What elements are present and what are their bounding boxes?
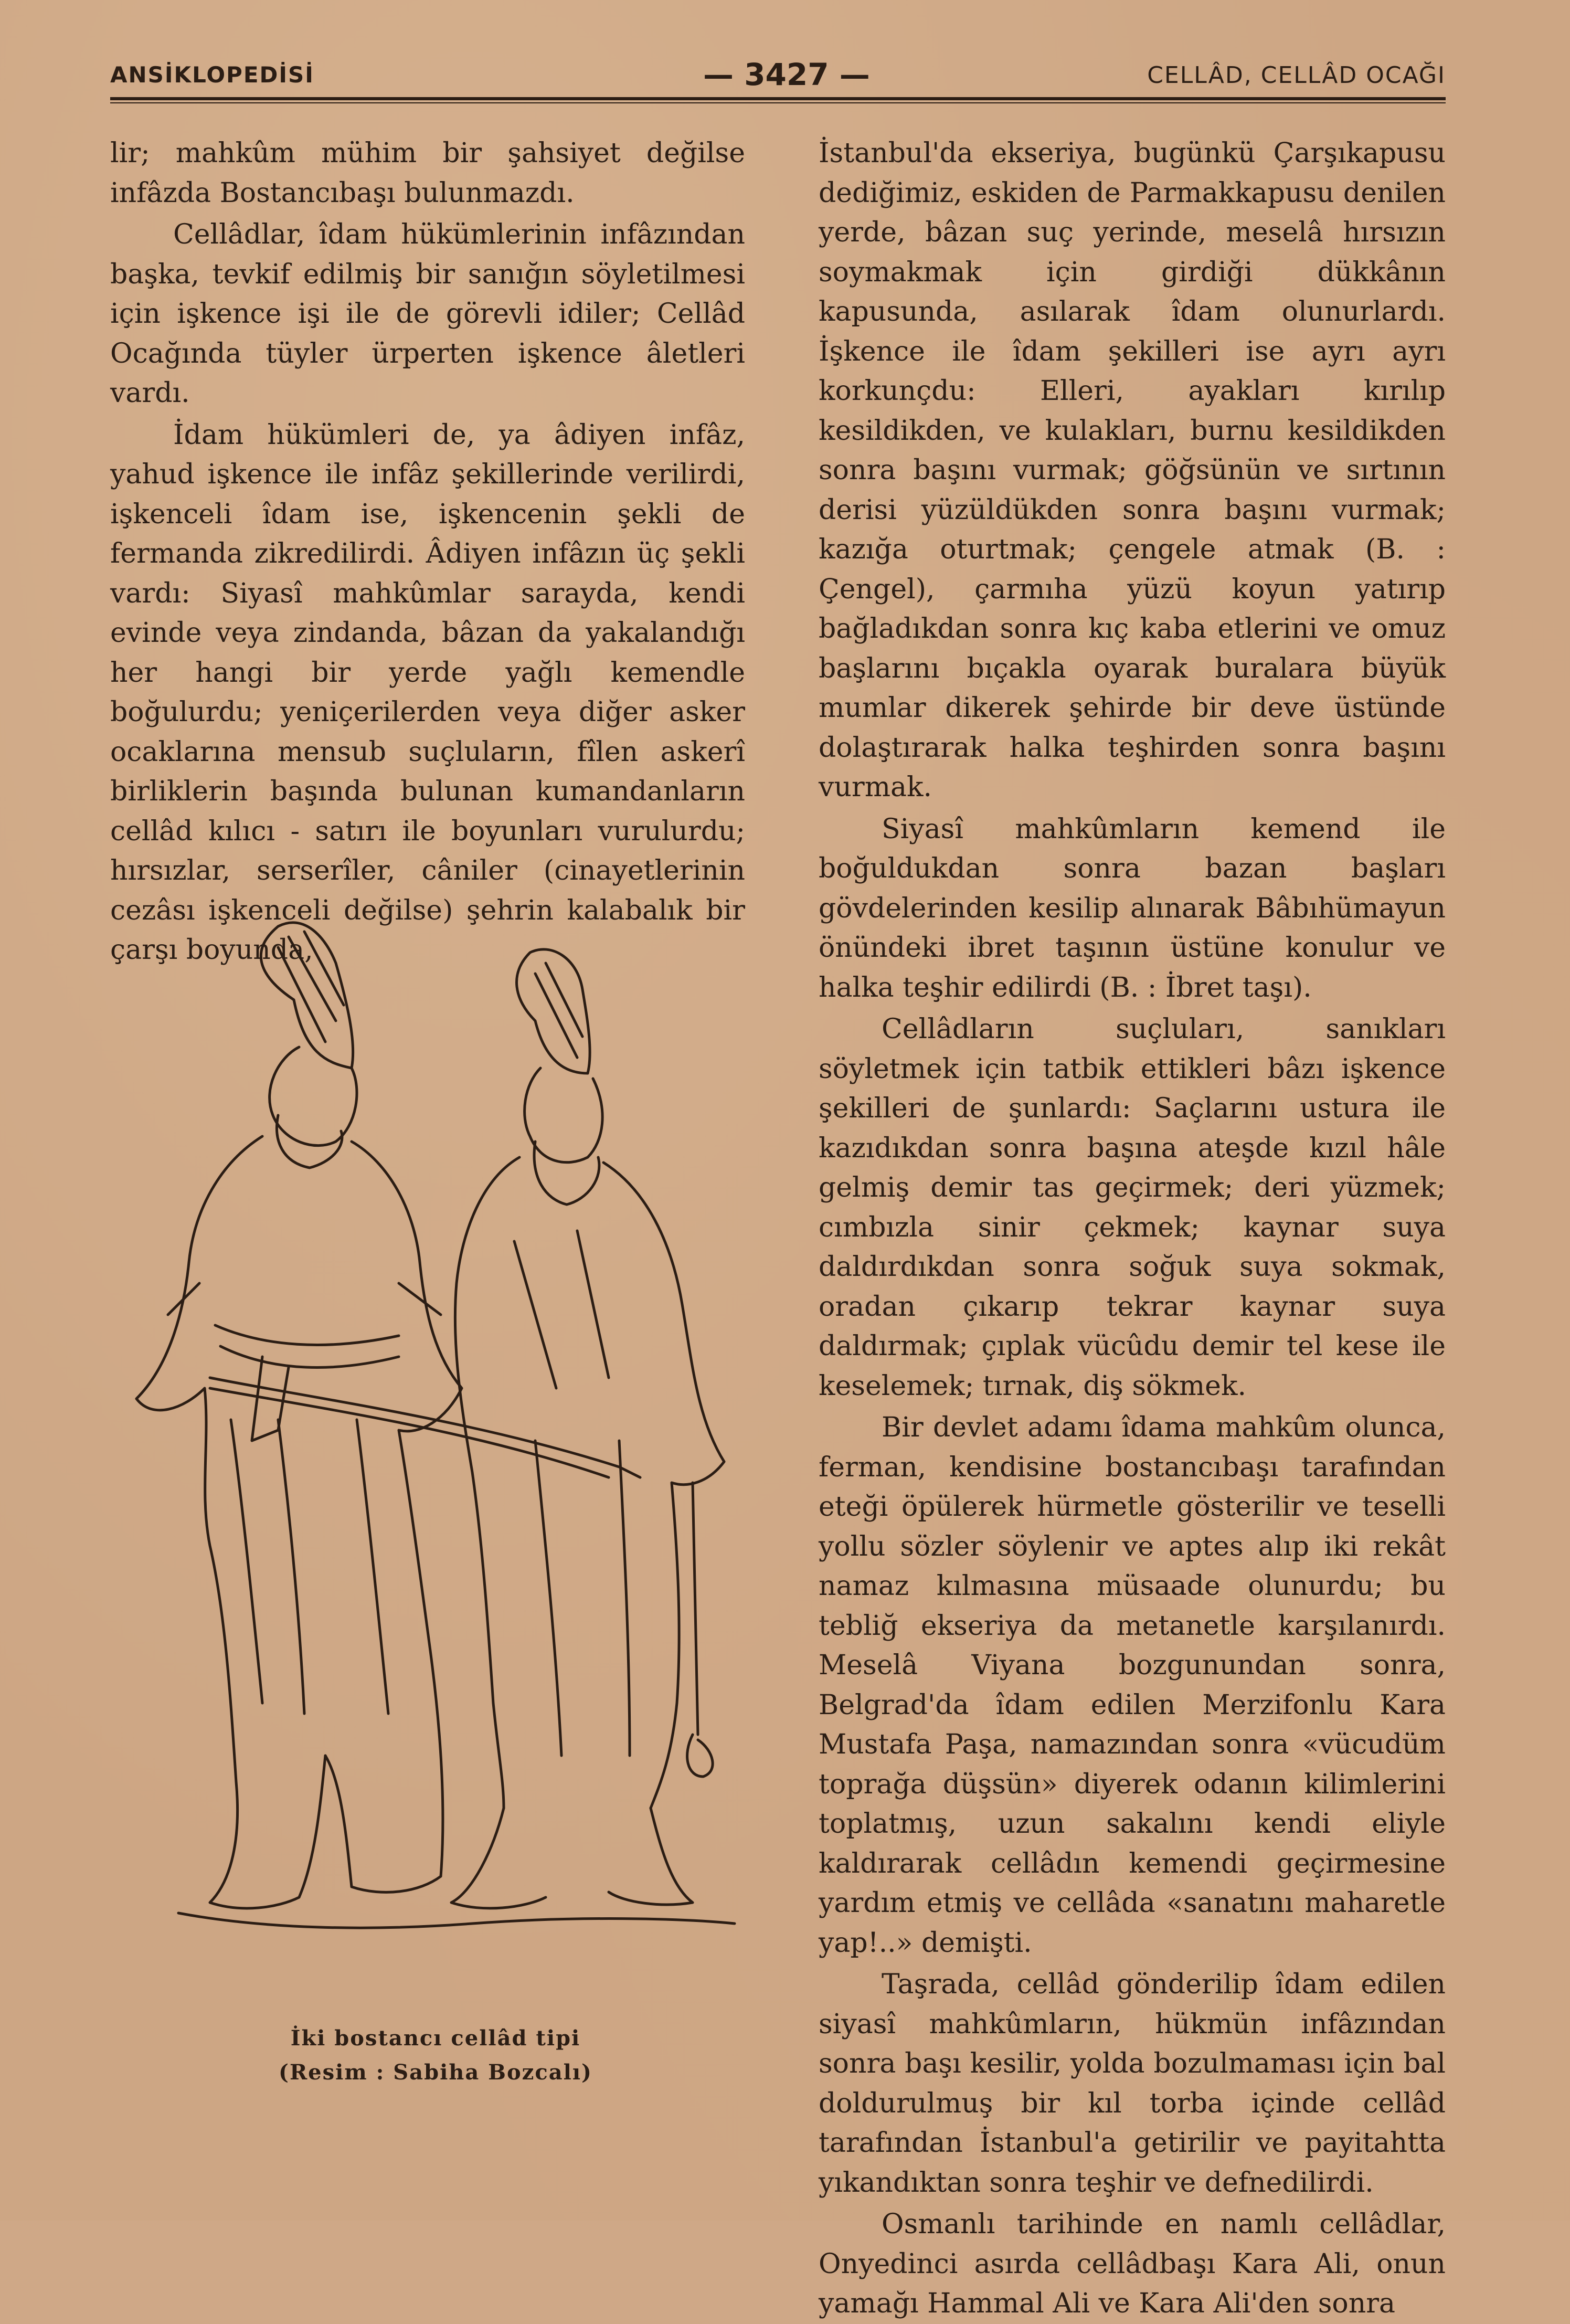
page-number: — 3427 —: [703, 57, 870, 92]
right-column: [819, 134, 1446, 2324]
right-paragraph-6: Osmanlı tarihinde en namlı cellâdlar, Onyedinci asırda cellâdbaşı Kara Ali, onun yamağı Hammal Ali ve Kara Ali'den sonra: [819, 2209, 1446, 2319]
ground-line: [178, 1913, 735, 1928]
header-rule: [110, 97, 1446, 103]
right-figure-head: [525, 1068, 603, 1163]
right-paragraph-3: Cellâdların suçluları, sanıkları söyletmek için tatbik ettikleri bâzı işkence şekilleri de şunlardı: Saçlarını ustura ile kazıdıkdan sonra başına ateşde kızıl hâle gelmiş demir tas geçirmek; deri yüzmek; cımbızla sinir çekmek; kaynar suya daldırdıkdan sonra soğuk suya sokmak, oradan çıkarıp tekrar kaynar suya daldırmak; çıplak vücûdu demir tel kese ile keselemek; tırnak, diş sökmek.: [819, 1013, 1446, 1402]
figure-caption-credit: (Resim : Sabiha Bozcalı): [279, 2060, 592, 2085]
executioners-illustration: [105, 916, 787, 2008]
left-paragraph-3: İdam hükümleri de, ya âdiyen infâz, yahud işkence ile infâz şekillerinde verilirdi, işkenceli îdam ise, işkencenin şekli de fermanda zikredilirdi. Âdiyen infâzın üç şekli vardı: Siyasî mahkûmlar sarayda, kendi evinde veya zindanda, bâzan da yakalandığı her hangi bir yerde yağlı kemendle boğulurdu; yeniçerilerden veya diğer asker ocaklarına mensub suçluların, fîlen askerî birliklerin başında bulunan kumandanların cellâd kılıcı - satırı ile boyunları vurulurdu; hırsızlar, serserîler, câniler (cinayetlerinin cezâsı işkenceli değilse) şehrin kalabalık bir çarşı boyunda,: [110, 419, 745, 966]
right-paragraph-2: Siyasî mahkûmların kemend ile boğuldukdan sonra bazan başları gövdelerinden kesilip alınarak Bâbıhümayun önündeki ibret taşının üstüne konulur ve halka teşhir edilirdi (B. : İbret taşı).: [819, 813, 1446, 1003]
right-paragraph-1: İstanbul'da ekseriya, bugünkü Çarşıkapusu dediğimiz, eskiden de Parmakkapusu denilen yerde, bâzan suç yerinde, meselâ hırsızın soymakmak için girdiği dükkânın kapusunda, asılarak îdam olunurlardı. İşkence ile îdam şekilleri ise ayrı ayrı korkunçdu: Elleri, ayakları kırılıp kesildikden, ve kulakları, burnu kesildikden sonra başını vurmak; göğsünün ve sırtının derisi yüzüldükden sonra başını vurmak; kazığa oturtmak; çengele atmak (B. : Çengel), çarmıha yüzü koyun yatırıp bağladıkdan sonra kıç kaba etlerini ve omuz başlarını bıçakla oyarak buralara büyük mumlar dikerek şehirde bir deve üstünde dolaştırarak halka teşhirden sonra başını vurmak.: [819, 138, 1446, 803]
figure-caption-title: İki bostancı cellâd tipi: [290, 2026, 581, 2051]
left-column: [110, 134, 745, 970]
left-paragraph-2: Cellâdlar, îdam hükümlerinin infâzından başka, tevkif edilmiş bir sanığın söyletilmesi için işkence işi ile de görevli idiler; Cellâd Ocağında tüyler ürperten işkence âletleri vardı.: [110, 219, 745, 409]
left-figure-head: [270, 1047, 357, 1146]
right-paragraph-4: Bir devlet adamı îdama mahkûm olunca, ferman, kendisine bostancıbaşı tarafından eteği öpülerek hürmetle gösterilir ve teselli yollu sözler söylenir ve aptes alıp iki rekât namaz kılmasına müsaade olunurdu; bu tebliğ ekseriya da metanetle karşılanırdı. Meselâ Viyana bozgunundan sonra, Belgrad'da îdam edilen Merzifonlu Kara Mustafa Paşa, namazından sonra «vücudüm toprağa düşsün» diyerek odanın kilimlerini toplatmış, uzun sakalını kendi eliyle kaldırarak cellâdın kemendi geçirmesine yardım etmiş ve cellâda «sanatını maharetle yap!..» demişti.: [819, 1412, 1446, 1959]
running-header: [110, 57, 1446, 99]
right-paragraph-5: Taşrada, cellâd gönderilip îdam edilen siyasî mahkûmların, hükmün infâzından sonra başı kesilir, yolda bozulmaması için bal doldurulmuş bir kıl torba içinde cellâd tarafından İstanbul'a getirilir ve payitahtta yıkandıktan sonra teşhir ve defnedilirdi.: [819, 1969, 1446, 2199]
header-left-title: ANSİKLOPEDİSİ: [110, 62, 314, 88]
left-paragraph-1: lir; mahkûm mühim bir şahsiyet değilse infâzda Bostancıbaşı bulunmazdı.: [110, 138, 745, 209]
right-figure-body: [455, 1157, 519, 1808]
header-right-title: CELLÂD, CELLÂD OCAĞI: [1147, 62, 1446, 89]
left-figure-body: [136, 1136, 325, 1908]
